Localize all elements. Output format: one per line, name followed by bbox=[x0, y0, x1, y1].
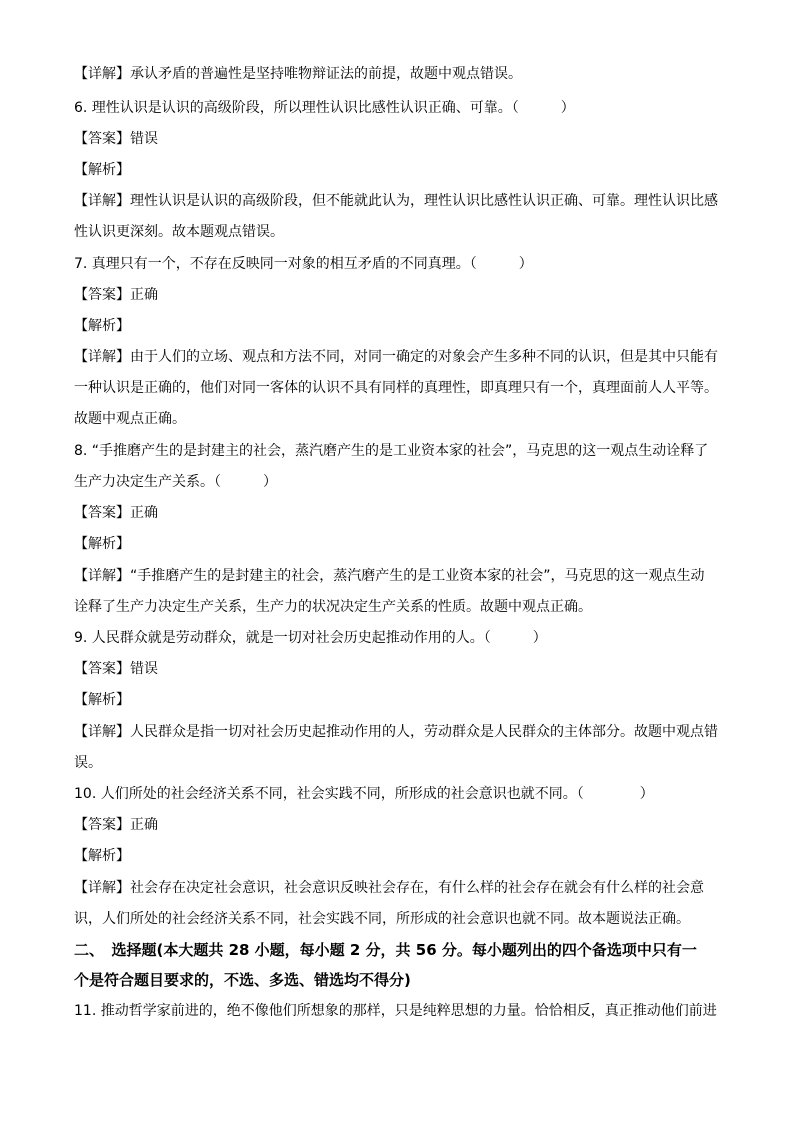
analysis-label: 【解析】 bbox=[74, 318, 130, 334]
question-6: 6. 理性认识是认识的高级阶段，所以理性认识比感性认识正确、可靠。（ ） bbox=[74, 100, 575, 116]
answer-line: 【答案】错误 bbox=[74, 661, 158, 677]
question-10: 10. 人们所处的社会经济关系不同，社会实践不同，所形成的社会意识也就不同。（ ） bbox=[74, 786, 654, 802]
answer-line: 【答案】正确 bbox=[74, 287, 158, 303]
answer-line: 【答案】正确 bbox=[74, 505, 158, 521]
detail-line: 故题中观点正确。 bbox=[74, 411, 186, 427]
analysis-label: 【解析】 bbox=[74, 536, 130, 552]
section-heading: 个是符合题目要求的，不选、多选、错选均不得分) bbox=[74, 971, 411, 989]
section-heading: 二、 选择题(本大题共 28 小题，每小题 2 分，共 56 分。每小题列出的四个备选项中只有一 bbox=[74, 941, 697, 959]
analysis-label: 【解析】 bbox=[74, 162, 130, 178]
detail-line: 【详解】“手推磨产生的是封建主的社会，蒸汽磨产生的是工业资本家的社会”，马克思的这一观点生动 bbox=[74, 568, 705, 584]
detail-line: 【详解】承认矛盾的普遍性是坚持唯物辩证法的前提，故题中观点错误。 bbox=[74, 66, 522, 82]
answer-line: 【答案】正确 bbox=[74, 817, 158, 833]
question-11: 11. 推动哲学家前进的，绝不像他们所想象的那样，只是纯粹思想的力量。恰恰相反，真正推动他们前进 bbox=[74, 1003, 717, 1019]
detail-line: 诠释了生产力决定生产关系，生产力的状况决定生产关系的性质。故题中观点正确。 bbox=[74, 599, 592, 615]
question-8: 8. “手推磨产生的是封建主的社会，蒸汽磨产生的是工业资本家的社会”，马克思的这一观点生动诠释了 bbox=[74, 443, 709, 459]
answer-line: 【答案】错误 bbox=[74, 131, 158, 147]
analysis-label: 【解析】 bbox=[74, 848, 130, 864]
detail-line: 性认识更深刻。故本题观点错误。 bbox=[74, 224, 284, 240]
detail-line: 【详解】人民群众是指一切对社会历史起推动作用的人，劳动群众是人民群众的主体部分。故题中观点错 bbox=[74, 724, 718, 740]
question-8: 生产力决定生产关系。（ ） bbox=[74, 474, 277, 490]
detail-line: 【详解】社会存在决定社会意识，社会意识反映社会存在，有什么样的社会存在就会有什么样的社会意 bbox=[74, 880, 704, 896]
detail-line: 误。 bbox=[74, 755, 102, 771]
detail-line: 一种认识是正确的，他们对同一客体的认识不具有同样的真理性，即真理只有一个，真理面前人人平等。 bbox=[74, 380, 718, 396]
detail-line: 识，人们所处的社会经济关系不同，社会实践不同，所形成的社会意识也就不同。故本题说法正确。 bbox=[74, 911, 690, 927]
analysis-label: 【解析】 bbox=[74, 692, 130, 708]
detail-line: 【详解】理性认识是认识的高级阶段，但不能就此认为，理性认识比感性认识正确、可靠。理性认识比感 bbox=[74, 193, 718, 209]
question-7: 7. 真理只有一个，不存在反映同一对象的相互矛盾的不同真理。（ ） bbox=[74, 256, 533, 272]
detail-line: 【详解】由于人们的立场、观点和方法不同，对同一确定的对象会产生多种不同的认识，但是其中只能有 bbox=[74, 349, 718, 365]
question-9: 9. 人民群众就是劳动群众，就是一切对社会历史起推动作用的人。（ ） bbox=[74, 630, 547, 646]
